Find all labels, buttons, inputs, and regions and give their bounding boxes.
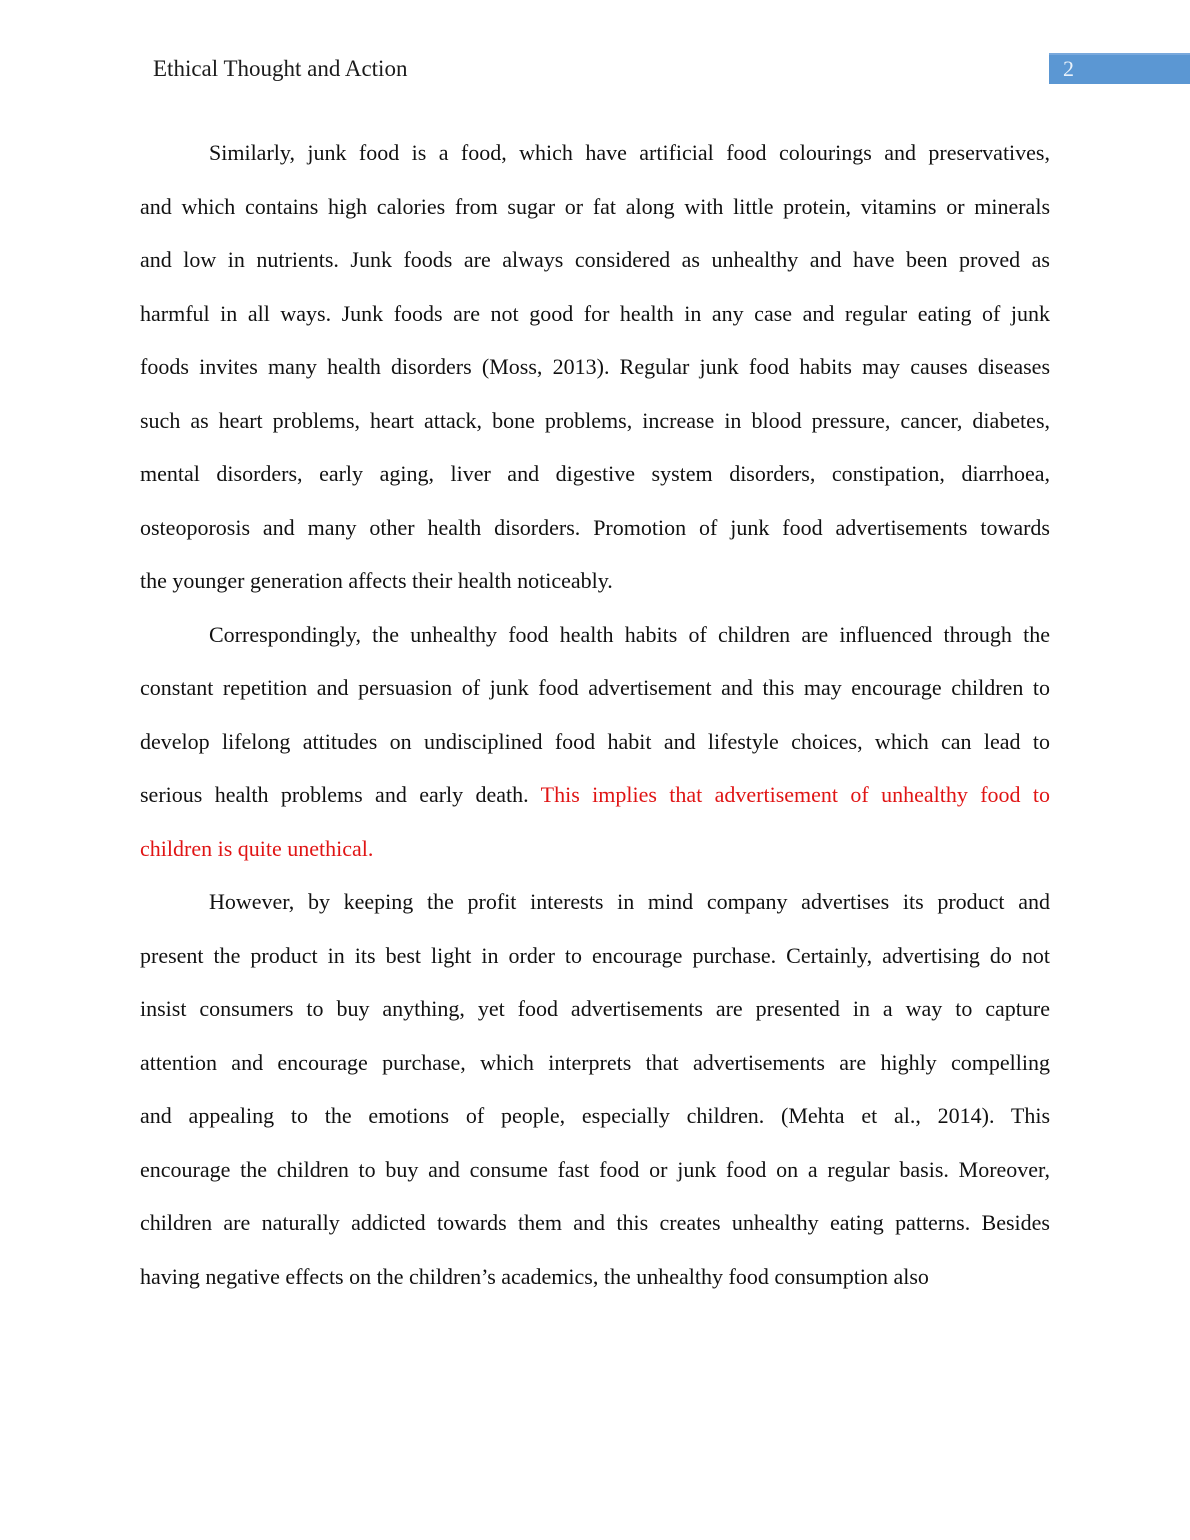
text-segment: serious health problems and early death. [140,782,541,807]
text-segment: and appealing to the emotions of people, especially children. (Mehta et al., 2014). This [140,1103,1050,1128]
text-line [140,501,1050,555]
text-segment: foods invites many health disorders (Moss, 2013). Regular junk food habits may causes diseases [140,354,1050,379]
text-segment: However, by keeping the profit interests in mind company advertises its product and [209,889,1050,914]
text-line [140,233,1050,287]
page-number-badge [1049,53,1190,84]
text-segment: insist consumers to buy anything, yet food advertisements are presented in a way to capture [140,996,1050,1021]
text-line [140,822,1050,876]
text-segment: such as heart problems, heart attack, bone problems, increase in blood pressure, cancer, diabetes, [140,407,1050,433]
text-line [140,1036,1050,1090]
text-line [140,394,1050,448]
text-line [140,340,1050,394]
highlighted-text-segment: children is quite unethical. [140,835,374,861]
text-line [140,1089,1050,1143]
text-line [140,608,1050,662]
text-line [140,1250,1050,1304]
text-segment: having negative effects on the children’s academics, the unhealthy food consumption also [140,1263,929,1289]
highlighted-text-segment: This implies that advertisement of unhealthy food to [540,782,1050,807]
text-line [140,180,1050,234]
text-segment: harmful in all ways. Junk foods are not good for health in any case and regular eating of junk [140,300,1050,326]
text-line [140,982,1050,1036]
text-line [140,126,1050,180]
page-number: 2 [1063,56,1074,81]
text-line [140,929,1050,983]
text-segment: attention and encourage purchase, which interprets that advertisements are highly compelling [140,1049,1050,1075]
text-segment: osteoporosis and many other health disorders. Promotion of junk food advertisements towards [140,514,1050,540]
text-line [140,768,1050,822]
header-title: Ethical Thought and Action [153,56,408,81]
text-segment: present the product in its best light in order to encourage purchase. Certainly, advertising do not [140,942,1050,968]
text-segment: and low in nutrients. Junk foods are always considered as unhealthy and have been proved as [140,247,1050,272]
text-segment: Correspondingly, the unhealthy food health habits of children are influenced through the [209,621,1050,647]
text-line [140,1143,1050,1197]
text-segment: constant repetition and persuasion of junk food advertisement and this may encourage children to [140,675,1050,700]
text-segment: the younger generation affects their health noticeably. [140,568,613,593]
text-segment: mental disorders, early aging, liver and digestive system disorders, constipation, diarrhoea, [140,461,1050,486]
text-line [140,661,1050,715]
text-line [140,287,1050,341]
text-segment: develop lifelong attitudes on undisciplined food habit and lifestyle choices, which can lead to [140,728,1050,754]
document-body [140,126,1050,1303]
text-line [140,715,1050,769]
text-line [140,554,1050,608]
text-segment: encourage the children to buy and consume fast food or junk food on a regular basis. Moreover, [140,1156,1050,1182]
text-line [140,875,1050,929]
text-line [140,1196,1050,1250]
text-segment: children are naturally addicted towards them and this creates unhealthy eating patterns. Besides [140,1210,1050,1235]
text-segment: Similarly, junk food is a food, which have artificial food colourings and preservatives, [209,140,1050,165]
text-line [140,447,1050,501]
text-segment: and which contains high calories from sugar or fat along with little protein, vitamins or minerals [140,193,1050,219]
